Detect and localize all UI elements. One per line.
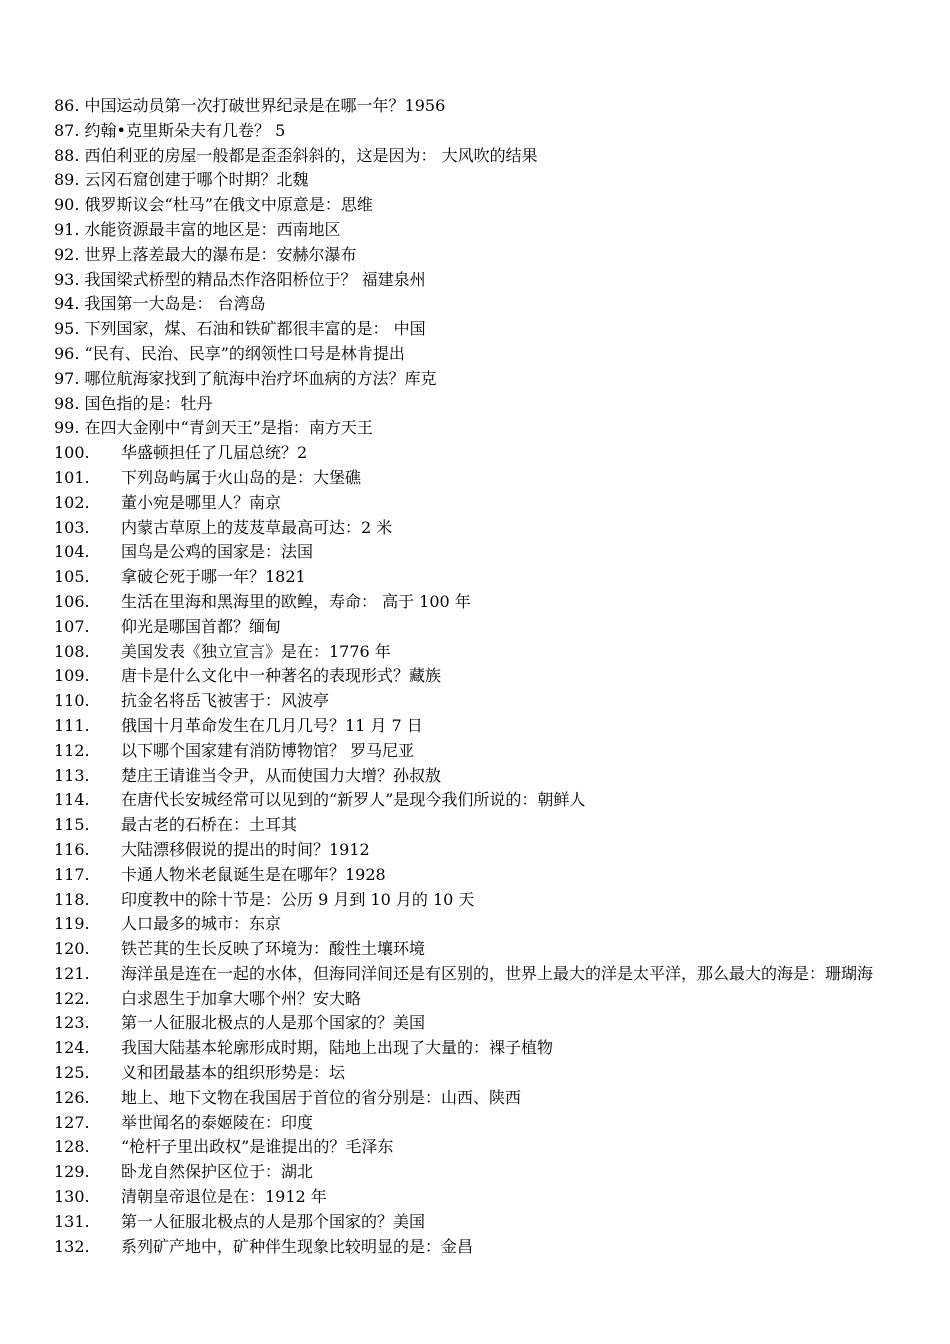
- item-text: 水能资源最丰富的地区是：西南地区: [84, 219, 341, 239]
- item-number: 91.: [54, 219, 80, 239]
- item-text: 清朝皇帝退位是在：1912 年: [121, 1187, 327, 1207]
- item-text: 下列岛屿属于火山岛的是：大堡礁: [121, 467, 362, 487]
- list-item: [54, 863, 914, 888]
- list-item: [54, 491, 914, 516]
- list-item: [54, 838, 914, 863]
- item-number: 114.: [54, 790, 90, 810]
- list-item: [54, 119, 914, 144]
- list-item: [54, 590, 914, 615]
- list-item: [54, 1185, 914, 1210]
- item-text: 仰光是哪国首都？缅甸: [121, 616, 282, 636]
- item-number: 92.: [54, 244, 80, 264]
- item-text: 以下哪个国家建有消防博物馆？ 罗马尼亚: [121, 740, 415, 760]
- item-number: 96.: [54, 343, 80, 363]
- list-item: [54, 1086, 914, 1111]
- list-item: [54, 416, 914, 441]
- item-text: 人口最多的城市：东京: [121, 914, 282, 934]
- item-number: 100.: [54, 443, 90, 463]
- item-number: 99.: [54, 418, 80, 438]
- item-text: 我国梁式桥型的精品杰作洛阳桥位于？ 福建泉州: [84, 269, 426, 289]
- item-number: 95.: [54, 319, 80, 339]
- item-text: 国鸟是公鸡的国家是：法国: [121, 542, 314, 562]
- list-item: [54, 937, 914, 962]
- list-item: [54, 144, 914, 169]
- item-number: 108.: [54, 641, 90, 661]
- item-text: 在唐代长安城经常可以见到的“新罗人”是现今我们所说的：朝鲜人: [121, 790, 586, 810]
- item-number: 94.: [54, 294, 80, 314]
- list-item: [54, 540, 914, 565]
- list-item: [54, 615, 914, 640]
- item-text: 西伯利亚的房屋一般都是歪歪斜斜的，这是因为： 大风吹的结果: [84, 145, 538, 165]
- item-number: 116.: [54, 839, 90, 859]
- item-text: 中国运动员第一次打破世界纪录是在哪一年？1956: [84, 96, 446, 115]
- item-number: 86.: [54, 96, 80, 115]
- item-number: 117.: [54, 864, 90, 884]
- list-item: [54, 888, 914, 913]
- item-text: 约翰•克里斯朵夫有几卷？ 5: [84, 120, 286, 140]
- list-item: [54, 317, 914, 342]
- item-text: 地上、地下文物在我国居于首位的省分别是：山西、陕西: [121, 1087, 522, 1107]
- item-number: 131.: [54, 1211, 90, 1231]
- list-item: [54, 516, 914, 541]
- item-text: 下列国家，煤、石油和铁矿都很丰富的是： 中国: [84, 319, 426, 339]
- item-number: 129.: [54, 1162, 90, 1182]
- list-item: [54, 1011, 914, 1036]
- list-item: [54, 788, 914, 813]
- item-text: 拿破仑死于哪一年？1821: [121, 567, 306, 587]
- list-item: [54, 466, 914, 491]
- item-number: 115.: [54, 815, 90, 835]
- item-number: 104.: [54, 542, 90, 562]
- item-number: 119.: [54, 914, 90, 934]
- item-number: 87.: [54, 120, 80, 140]
- item-text: 印度教中的除十节是：公历 9 月到 10 月的 10 天: [121, 889, 475, 909]
- item-text: “民有、民治、民享”的纲领性口号是林肯提出: [84, 343, 405, 363]
- item-number: 113.: [54, 765, 90, 785]
- list-item: [54, 1135, 914, 1160]
- item-number: 127.: [54, 1112, 90, 1132]
- item-number: 120.: [54, 939, 90, 959]
- list-item: [54, 292, 914, 317]
- item-text: 华盛顿担任了几届总统？2: [121, 443, 308, 463]
- item-text: 在四大金刚中“青剑天王”是指：南方天王: [84, 418, 373, 438]
- list-item: [54, 714, 914, 739]
- item-number: 128.: [54, 1137, 90, 1157]
- list-item: [54, 764, 914, 789]
- item-number: 125.: [54, 1063, 90, 1083]
- item-text: 海洋虽是连在一起的水体，但海同洋间还是有区别的，世界上最大的洋是太平洋，那么最大的海是：珊瑚海: [121, 963, 874, 983]
- list-item: [54, 912, 914, 937]
- item-number: 93.: [54, 269, 80, 289]
- item-number: 122.: [54, 988, 90, 1008]
- list-item: [54, 441, 914, 466]
- item-number: 132.: [54, 1236, 90, 1256]
- list-item: [54, 193, 914, 218]
- list-item: [54, 640, 914, 665]
- item-number: 112.: [54, 740, 90, 760]
- document-page: [54, 94, 914, 1259]
- list-item: [54, 1235, 914, 1260]
- item-text: 唐卡是什么文化中一种著名的表现形式？藏族: [121, 666, 442, 686]
- list-item: [54, 689, 914, 714]
- item-text: 最古老的石桥在：土耳其: [121, 815, 298, 835]
- item-number: 98.: [54, 393, 80, 413]
- list-item: [54, 739, 914, 764]
- item-text: 第一人征服北极点的人是那个国家的？美国: [121, 1013, 426, 1033]
- item-number: 106.: [54, 591, 90, 611]
- item-text: 俄国十月革命发生在几月几号？11 月 7 日: [121, 715, 423, 735]
- item-number: 105.: [54, 567, 90, 587]
- item-number: 123.: [54, 1013, 90, 1033]
- item-text: 铁芒萁的生长反映了环境为：酸性土壤环境: [121, 939, 426, 959]
- item-text: 内蒙古草原上的芨芨草最高可达：2 米: [121, 517, 393, 537]
- item-text: 举世闻名的泰姬陵在：印度: [121, 1112, 314, 1132]
- list-item: [54, 168, 914, 193]
- item-text: 系列矿产地中，矿种伴生现象比较明显的是：金昌: [121, 1236, 474, 1256]
- list-item: [54, 962, 914, 987]
- item-number: 124.: [54, 1038, 90, 1058]
- item-number: 111.: [54, 715, 90, 735]
- list-item: [54, 1210, 914, 1235]
- item-text: 董小宛是哪里人？南京: [121, 492, 282, 512]
- item-text: 我国第一大岛是： 台湾岛: [84, 294, 266, 314]
- item-number: 103.: [54, 517, 90, 537]
- list-item: [54, 342, 914, 367]
- list-item: [54, 94, 914, 119]
- item-text: 生活在里海和黑海里的欧鳇，寿命： 高于 100 年: [121, 591, 471, 611]
- item-text: 美国发表《独立宣言》是在：1776 年: [121, 641, 391, 661]
- item-text: 白求恩生于加拿大哪个州？安大略: [121, 988, 362, 1008]
- list-item: [54, 268, 914, 293]
- item-text: 国色指的是：牡丹: [84, 393, 213, 413]
- list-item: [54, 813, 914, 838]
- list-item: [54, 1061, 914, 1086]
- item-number: 121.: [54, 963, 90, 983]
- item-number: 101.: [54, 467, 90, 487]
- item-number: 89.: [54, 170, 80, 190]
- item-text: 云冈石窟创建于哪个时期？北魏: [84, 170, 309, 190]
- list-item: [54, 1160, 914, 1185]
- list-item: [54, 392, 914, 417]
- item-text: 我国大陆基本轮廓形成时期，陆地上出现了大量的：裸子植物: [121, 1038, 554, 1058]
- item-number: 107.: [54, 616, 90, 636]
- item-text: 卧龙自然保护区位于：湖北: [121, 1162, 314, 1182]
- item-text: 哪位航海家找到了航海中治疗坏血病的方法？库克: [84, 368, 437, 388]
- item-text: 俄罗斯议会“杜马”在俄文中原意是：思维: [84, 195, 373, 215]
- item-text: 大陆漂移假说的提出的时间？1912: [121, 839, 370, 859]
- list-item: [54, 367, 914, 392]
- item-number: 118.: [54, 889, 90, 909]
- list-item: [54, 565, 914, 590]
- item-number: 97.: [54, 368, 80, 388]
- item-text: 卡通人物米老鼠诞生是在哪年？1928: [121, 864, 386, 884]
- item-text: 世界上落差最大的瀑布是：安赫尔瀑布: [84, 244, 357, 264]
- item-text: 抗金名将岳飞被害于：风波亭: [121, 691, 330, 711]
- item-number: 102.: [54, 492, 90, 512]
- item-number: 90.: [54, 195, 80, 215]
- list-item: [54, 243, 914, 268]
- list-item: [54, 987, 914, 1012]
- list-item: [54, 218, 914, 243]
- list-item: [54, 1036, 914, 1061]
- list-item: [54, 664, 914, 689]
- item-text: 义和团最基本的组织形势是：坛: [121, 1063, 346, 1083]
- item-number: 126.: [54, 1087, 90, 1107]
- item-number: 130.: [54, 1187, 90, 1207]
- item-number: 88.: [54, 145, 80, 165]
- item-text: “枪杆子里出政权”是谁提出的？毛泽东: [121, 1137, 394, 1157]
- item-number: 109.: [54, 666, 90, 686]
- item-text: 第一人征服北极点的人是那个国家的？美国: [121, 1211, 426, 1231]
- item-text: 楚庄王请谁当令尹，从而使国力大增？孙叔敖: [121, 765, 442, 785]
- item-number: 110.: [54, 691, 90, 711]
- list-item: [54, 1111, 914, 1136]
